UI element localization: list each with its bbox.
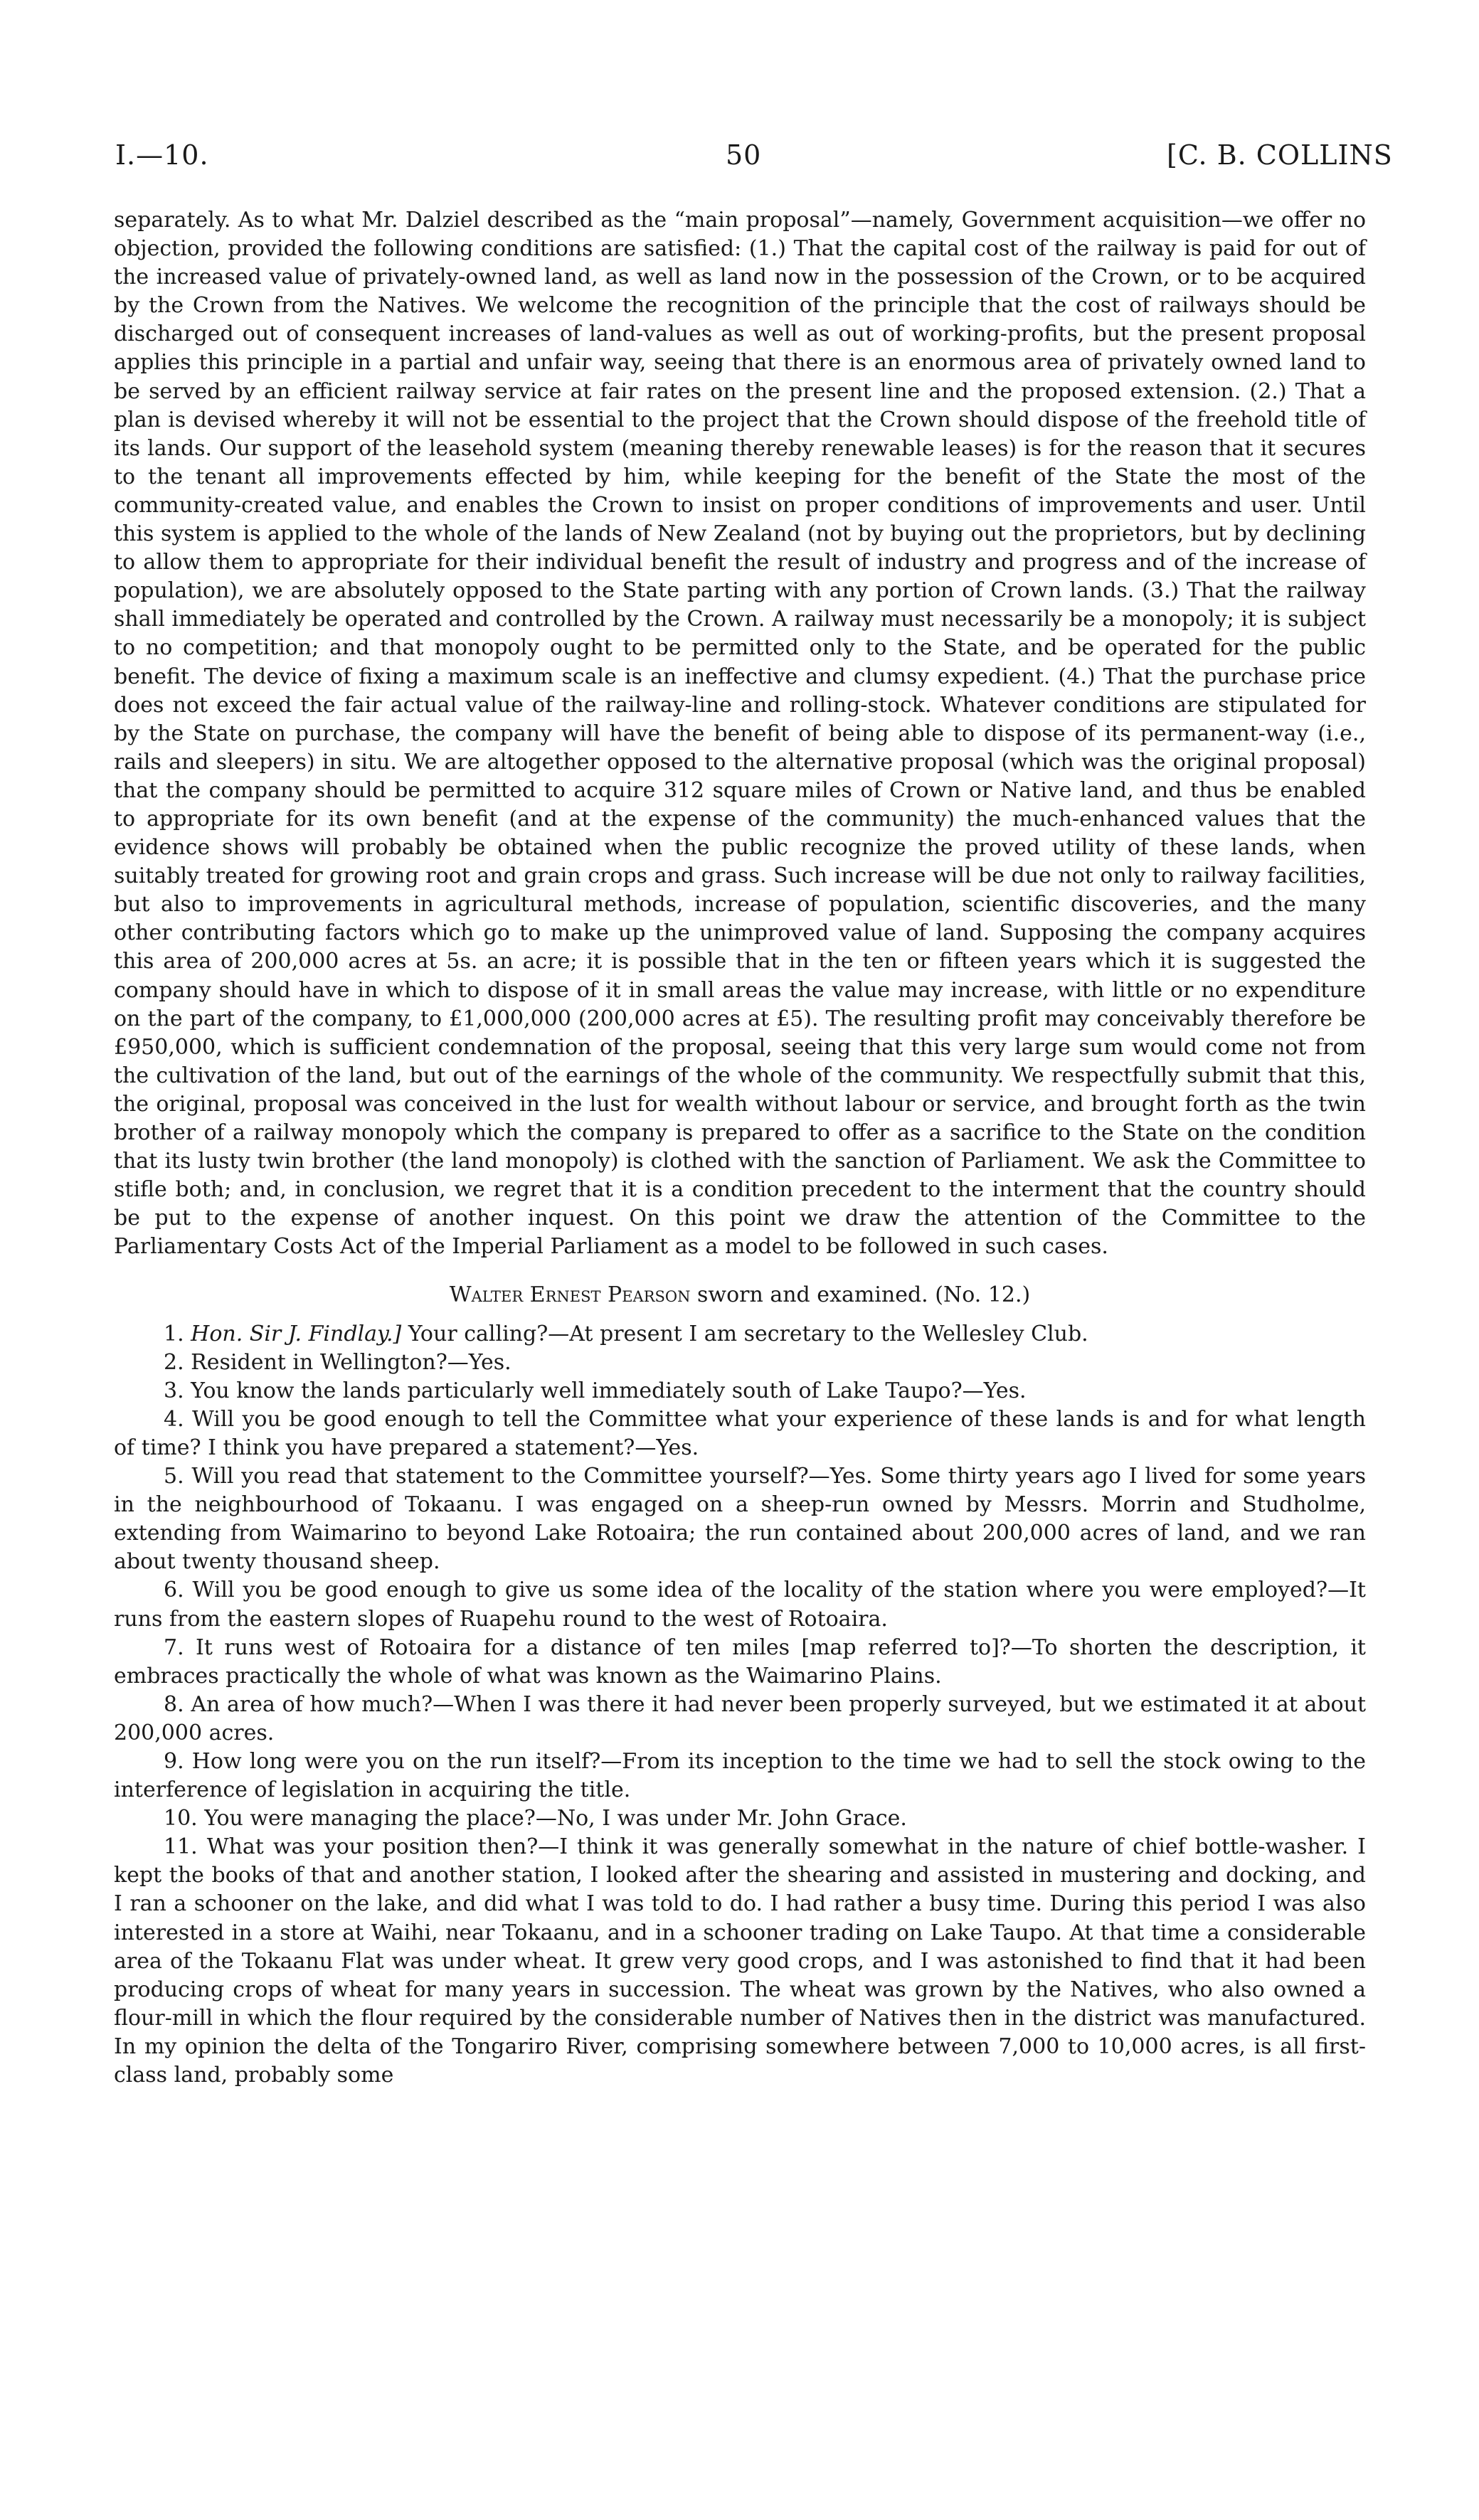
question-text: Will you be good enough to tell the Committee what your experience of these lands is and for what length of time? I think you have prepared a statement?—Yes. [114,1406,1366,1460]
question-number: 10. [164,1806,205,1831]
question-3 [114,1377,1366,1405]
question-text: It runs west of Rotoaira for a distance of ten miles [map referred to]?—To shorten the description, it embraces practically the whole of what was known as the Waimarino Plains. [114,1634,1366,1689]
question-2 [114,1349,1366,1377]
page-body [114,206,1366,2090]
question-number: 11. [164,1834,207,1860]
witness-name: Walter Ernest Pearson [449,1282,691,1308]
question-text: You know the lands particularly well immediately south of Lake Taupo?—Yes. [191,1378,1027,1403]
question-number: 2. [164,1349,191,1375]
question-8 [114,1691,1366,1748]
witness-heading [114,1281,1366,1309]
question-text: How long were you on the run itself?—From its inception to the time we had to sell the stock owing to the interference of legislation in acquiring the title. [114,1748,1366,1803]
question-text: Will you read that statement to the Committee yourself?—Yes. Some thirty years ago I lived for some years in the neighbourhood of Tokaanu. I was engaged on a sheep-run owned by Messrs. Morrin and Studholme, extending from Waimarino to beyond Lake Rotoaira; the run contained about 200,000 acres of land, and we ran about twenty thousand sheep. [114,1464,1366,1575]
question-4 [114,1405,1366,1462]
question-1 [114,1320,1366,1349]
question-number: 7. [164,1634,196,1660]
witness-heading-rest: sworn and examined. (No. 12.) [690,1282,1031,1308]
question-number: 6. [164,1578,193,1603]
question-text: Your calling?—At present I am secretary to the Wellesley Club. [401,1321,1088,1346]
question-10 [114,1804,1366,1833]
page-number: 50 [726,139,762,171]
question-6 [114,1576,1366,1633]
question-text: You were managing the place?—No, I was under Mr. John Grace. [204,1806,907,1831]
running-head-witness: [C. B. COLLINS [1167,139,1393,171]
intro-paragraph: separately. As to what Mr. Dalziel described as the “main proposal”—namely, Government acquisition—we offer no objection, provided the following conditions are satisfied: (1.) That the capital cost of the railway is paid for out of the increased value of privately-owned land, as well as land now in the possession of the Crown, or to be acquired by the Crown from the Natives. We welcome the recognition of the principle that the cost of railways should be discharged out of consequent increases of land-values as well as out of working-profits, but the present proposal applies this principle in a partial and unfair way, seeing that there is an enormous area of privately owned land to be served by an efficient railway service at fair rates on the present line and the proposed extension. (2.) That a plan is devised whereby it will not be essential to the project that the Crown should dispose of the freehold title of its lands. Our support of the leasehold system (meaning thereby renewable leases) is for the reason that it secures to the tenant all improvements effected by him, while keeping for the benefit of the State the most of the community-created value, and enables the Crown to insist on proper conditions of improvements and user. Until this system is applied to the whole of the lands of New Zealand (not by buying out the proprietors, but by declining to allow them to appropriate for their individual benefit the result of industry and progress and of the increase of population), we are absolutely opposed to the State parting with any portion of Crown lands. (3.) That the railway shall immediately be operated and controlled by the Crown. A railway must necessarily be a monopoly; it is subject to no competition; and that monopoly ought to be permitted only to the State, and be operated for the public benefit. The device of fixing a maximum scale is an ineffective and clumsy expedient. (4.) That the purchase price does not exceed the fair actual value of the railway-line and rolling-stock. Whatever conditions are stipulated for by the State on purchase, the company will have the benefit of being able to dispose of its permanent-way (i.e., rails and sleepers) in situ. We are altogether opposed to the alternative proposal (which was the original proposal) that the company should be permitted to acquire 312 square miles of Crown or Native land, and thus be enabled to appropriate for its own benefit (and at the expense of the community) the much-enhanced values that the evidence shows will probably be obtained when the public recognize the proved utility of these lands, when suitably treated for growing root and grain crops and grass. Such increase will be due not only to railway facilities, but also to improvements in agricultural methods, increase of population, scientific discoveries, and the many other contributing factors which go to make up the unimproved value of land. Supposing the company acquires this area of 200,000 acres at 5s. an acre; it is possible that in the ten or fifteen years which it is suggested the company should have in which to dispose of it in small areas the value may increase, with little or no expenditure on the part of the company, to £1,000,000 (200,000 acres at £5). The resulting profit may conceivably therefore be £950,000, which is sufficient condemnation of the proposal, seeing that this very large sum would come not from the cultivation of the land, but out of the earnings of the whole of the community. We respectfully submit that this, the original, proposal was conceived in the lust for wealth without labour or service, and brought forth as the twin brother of a railway monopoly which the company is prepared to offer as a sacrifice to the State on the condition that its lusty twin brother (the land monopoly) is clothed with the sanction of Parliament. We ask the Committee to stifle both; and, in conclusion, we regret that it is a condition precedent to the interment that the country should be put to the expense of another inquest. On this point we draw the attention of the Committee to the Parliamentary Costs Act of the Imperial Parliament as a model to be followed in such cases. [114,208,1366,1260]
question-5 [114,1462,1366,1576]
question-text: What was your position then?—I think it was generally somewhat in the nature of chief bottle-washer. I kept the books of that and another station, I looked after the shearing and assisted in mustering and docking, and I ran a schooner on the lake, and did what I was told to do. I had rather a busy time. During this period I was also interested in a store at Waihi, near Tokaanu, and in a schooner trading on Lake Taupo. At that time a considerable area of the Tokaanu Flat was under wheat. It grew very good crops, and I was astonished to find that it had been producing crops of wheat for many years in succession. The wheat was grown by the Natives, who also owned a flour-mill in which the flour required by the considerable number of Natives then in the district was manufactured. In my opinion the delta of the Tongariro River, comprising somewhere between 7,000 to 10,000 acres, is all first-class land, probably some [114,1834,1367,2088]
questioner: Hon. Sir J. Findlay.] [191,1321,402,1346]
question-number: 9. [164,1748,192,1774]
question-9 [114,1748,1366,1804]
question-number: 8. [164,1691,191,1717]
question-number: 4. [164,1406,192,1432]
question-7 [114,1634,1366,1691]
question-text: An area of how much?—When I was there it had never been properly surveyed, but we estimated it at about 200,000 acres. [114,1691,1366,1745]
question-text: Will you be good enough to give us some idea of the locality of the station where you were employed?—It runs from the eastern slopes of Ruapehu round to the west of Rotoaira. [114,1578,1366,1632]
question-11 [114,1833,1366,2090]
document-reference: I.—10. [115,139,209,171]
question-number: 3. [164,1378,191,1403]
question-number: 5. [164,1464,192,1489]
question-text: Resident in Wellington?—Yes. [191,1349,511,1375]
question-number: 1. [164,1321,191,1346]
